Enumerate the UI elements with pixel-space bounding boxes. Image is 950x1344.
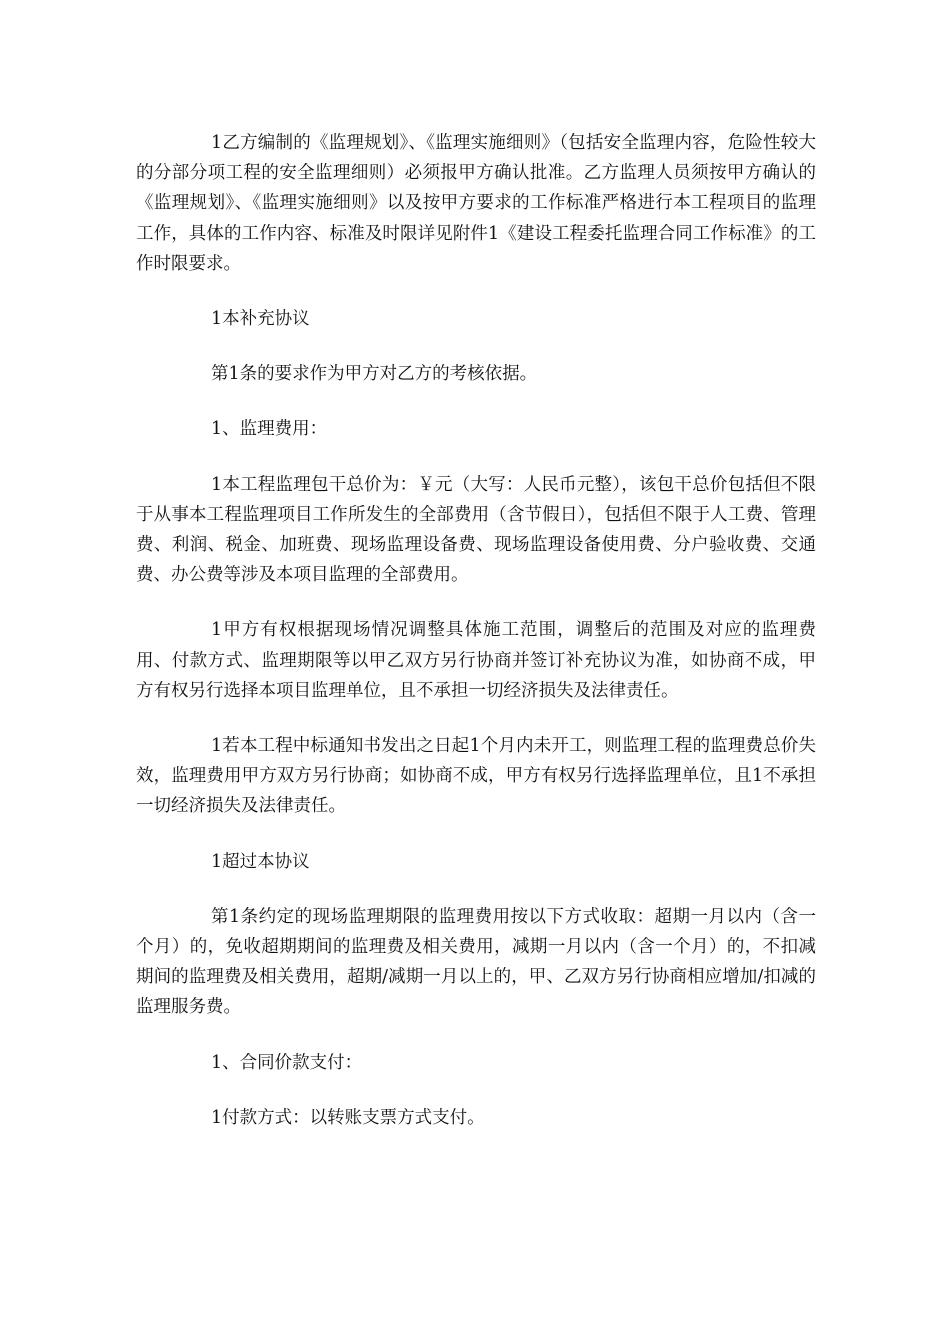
paragraph-scope-adjustment: 1甲方有权根据现场情况调整具体施工范围，调整后的范围及对应的监理费用、付款方式、监理期限等以甲乙双方另行协商并签订补充协议为准，如协商不成，甲方有权另行选择本项目监理单位，且不承担一切经济损失及法律责任。 (136, 620, 816, 701)
paragraph-lump-sum-price: 1本工程监理包干总价为：￥元（大写：人民币元整），该包干总价包括但不限于从事本工程监理项目工作所发生的全部费用（含节假日），包括但不限于人工费、管理费、利润、税金、加班费、现场监理设备费、现场监理设备使用费、分户验收费、交通费、办公费等涉及本项目监理的全部费用。 (136, 474, 816, 586)
paragraph-plan-approval: 1乙方编制的《监理规划》、《监理实施细则》（包括安全监理内容，危险性较大的分部分项工程的安全监理细则）必须报甲方确认批准。乙方监理人员须按甲方确认的《监理规划》、《监理实施细则》以及按甲方要求的工作标准严格进行本工程项目的监理工作，具体的工作内容、标准及时限详见附件1《建设工程委托监理合同工作标准》的工作时限要求。 (136, 133, 816, 274)
paragraph-payment-heading: 1、合同价款支付： (211, 1052, 363, 1073)
paragraph-payment-method: 1付款方式：以转账支票方式支付。 (211, 1107, 485, 1128)
paragraph-start-delay: 1若本工程中标通知书发出之日起1个月内未开工，则监理工程的监理费总价失效，监理费用甲方双方另行协商；如协商不成，甲方有权另行选择监理单位，且1不承担一切经济损失及法律责任。 (136, 736, 816, 817)
paragraph-supplement-heading: 1本补充协议 (211, 309, 310, 330)
paragraph-exceed-heading: 1超过本协议 (211, 851, 310, 872)
paragraph-assessment-basis: 第1条的要求作为甲方对乙方的考核依据。 (211, 364, 538, 385)
paragraph-fee-heading: 1、监理费用： (211, 419, 328, 440)
paragraph-overtime-fee: 第1条约定的现场监理期限的监理费用按以下方式收取：超期一月以内（含一个月）的，免收超期期间的监理费及相关费用，减期一月以内（含一个月）的，不扣减期间的监理费及相关费用，超期/减期一月以上的，甲、乙双方另行协商相应增加/扣减的监理服务费。 (136, 906, 816, 1018)
document-body (136, 128, 816, 1158)
